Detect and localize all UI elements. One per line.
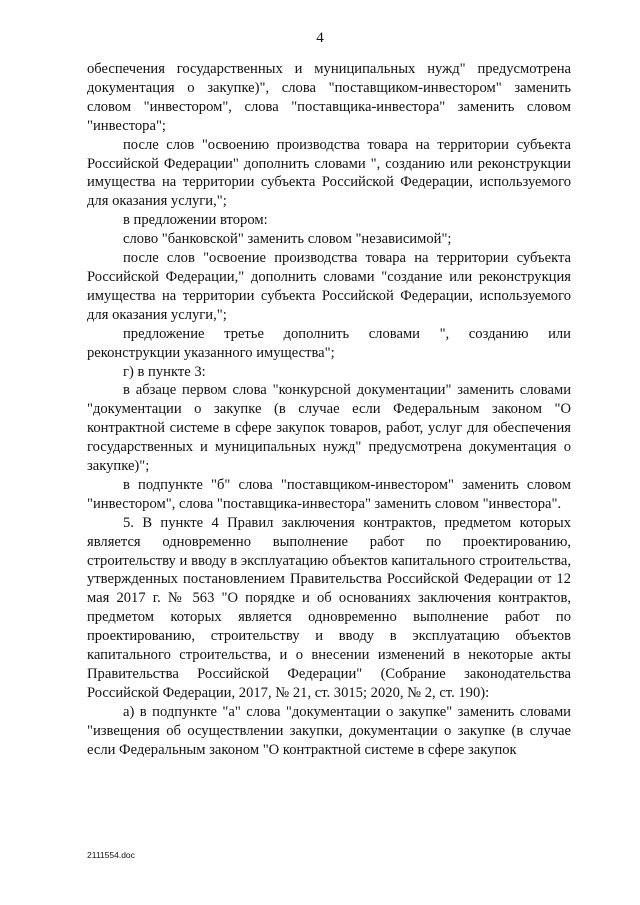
paragraph: г) в пункте 3:	[123, 363, 206, 380]
paragraph: а) в подпункте "а" слова "документации о закупке" заменить словами "извещения об осуществлении закупки, документации о закупке (в случае если Федеральным законом "О контрактной системе в сфере закупок	[87, 703, 571, 758]
page-number: 4	[316, 30, 324, 46]
paragraph: предложение третье дополнить словами ", созданию или реконструкции указанного имущества";	[87, 325, 571, 361]
paragraph-continuation: обеспечения государственных и муниципальных нужд" предусмотрена документация о закупке)", слова "поставщиком-инвестором" заменить словом "инвестором", слова "поставщика-инвестора" заменить словом "инвестора";	[87, 61, 571, 134]
paragraph: в абзаце первом слова "конкурсной документации" заменить словами "документации о закупке (в случае если Федеральным законом "О контрактной системе в сфере закупок товаров, работ, услуг для обеспечения государственных и муниципальных нужд" предусмотрена документация о закупке)";	[87, 382, 571, 475]
footer-file-id: 2111554.doc	[87, 850, 135, 860]
paragraph: в подпункте "б" слова "поставщиком-инвестором" заменить словом "инвестором", слова "поставщика-инвестора" заменить словом "инвестора".	[87, 476, 571, 512]
paragraph: 5. В пункте 4 Правил заключения контрактов, предметом которых является одновременно выполнение работ по проектированию, строительству и вводу в эксплуатацию объектов капитального строительства, утвержденных постановлением Правительства Российской Федерации от 12 мая 2017 г. № 563 "О порядке и об основаниях заключения контрактов, предметом которых является одновременно выполнение работ по проектированию, строительству и вводу в эксплуатацию объектов капитального строительства, и о внесении изменений в некоторые акты Правительства Российской Федерации" (Собрание законодательства Российской Федерации, 2017, № 21, ст. 3015; 2020, № 2, ст. 190):	[87, 514, 571, 701]
paragraph: после слов "освоению производства товара на территории субъекта Российской Федерации" дополнить словами ", созданию или реконструкции имущества на территории субъекта Российской Федерации, используемого для оказания услуги,";	[87, 136, 571, 210]
paragraph: слово "банковской" заменить словом "независимой";	[123, 231, 452, 248]
paragraph: после слов "освоение производства товара на территории субъекта Российской Федерации," дополнить словами "создание или реконструкция имущества на территории субъекта Российской Федерации, используемого для оказания услуги,";	[87, 250, 571, 323]
document-body	[87, 60, 571, 760]
paragraph: в предложении втором:	[123, 212, 268, 229]
